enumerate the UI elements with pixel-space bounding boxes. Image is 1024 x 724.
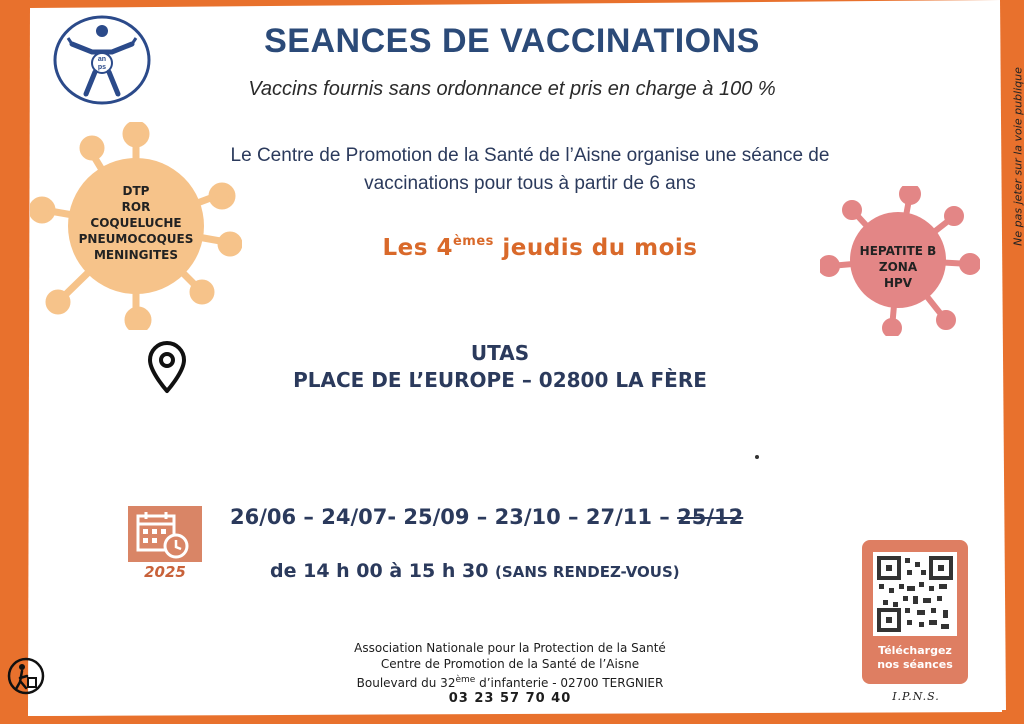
calendar-clock-icon: [128, 506, 202, 562]
schedule-sup: èmes: [452, 234, 494, 249]
svg-text:ps: ps: [97, 64, 107, 71]
virus-right-list: [838, 243, 958, 291]
vaccine-item: DTP: [122, 184, 150, 198]
page-title: SEANCES DE VACCINATIONS: [264, 22, 760, 60]
vaccine-item: HEPATITE B: [859, 244, 937, 258]
session-dates: [230, 505, 850, 529]
qr-code-icon[interactable]: [877, 556, 953, 632]
active-dates: 26/06 – 24/07- 25/09 – 23/10 – 27/11 –: [230, 505, 678, 529]
qr-label-line-2: nos séances: [877, 658, 953, 671]
subtitle: Vaccins fournis sans ordonnance et pris en charge à 100 %: [248, 78, 776, 100]
footer-line-2: Centre de Promotion de la Santé de l’Aisne: [380, 657, 640, 671]
location-block: [220, 340, 780, 394]
virus-left-list: [46, 183, 226, 263]
schedule-heading: [300, 234, 780, 261]
location-pin-icon: [146, 340, 188, 394]
qr-label-line-1: Téléchargez: [878, 644, 952, 657]
vaccine-item: PNEUMOCOQUES: [78, 232, 194, 246]
hours-note: (SANS RENDEZ-VOUS): [495, 563, 680, 581]
location-name: UTAS: [470, 341, 530, 365]
qr-label[interactable]: [862, 644, 968, 672]
location-address: PLACE DE L’EUROPE – 02800 LA FÈRE: [293, 368, 707, 392]
vaccine-item: COQUELUCHE: [90, 216, 182, 230]
schedule-suffix: jeudis du mois: [493, 235, 698, 261]
vaccine-item: ZONA: [878, 260, 918, 274]
footer-line-3-sup: ème: [455, 675, 476, 685]
intro-text: [170, 142, 890, 198]
vaccine-item: MENINGITES: [93, 248, 179, 262]
session-hours: [270, 560, 830, 582]
recycle-person-icon: [6, 656, 46, 696]
side-note: Ne pas jeter sur la voie publique: [1011, 67, 1024, 246]
footer-line-3-pre: Boulevard du 32: [356, 676, 456, 690]
vaccine-item: ROR: [121, 200, 151, 214]
svg-text:an: an: [97, 56, 107, 63]
speck-mark: [755, 455, 759, 459]
year-label: 2025: [144, 563, 186, 581]
anps-logo-icon: [52, 14, 152, 106]
footer: [300, 640, 720, 707]
cancelled-date: 25/12: [677, 505, 744, 529]
ipns-label: I.P.N.S.: [892, 690, 940, 703]
schedule-prefix: Les 4: [382, 235, 453, 261]
vaccine-item: HPV: [883, 276, 913, 290]
footer-line-1: Association Nationale pour la Protection de la Santé: [354, 641, 666, 655]
hours-main: de 14 h 00 à 15 h 30: [270, 560, 496, 582]
intro-line-2: vaccinations pour tous à partir de 6 ans: [364, 173, 696, 194]
footer-line-3-post: d’infanterie - 02700 TERGNIER: [475, 676, 664, 690]
phone-number: 03 23 57 70 40: [448, 691, 572, 706]
footer-line-3: [300, 672, 720, 691]
intro-line-1: Le Centre de Promotion de la Santé de l’Aisne organise une séance de: [230, 145, 830, 166]
